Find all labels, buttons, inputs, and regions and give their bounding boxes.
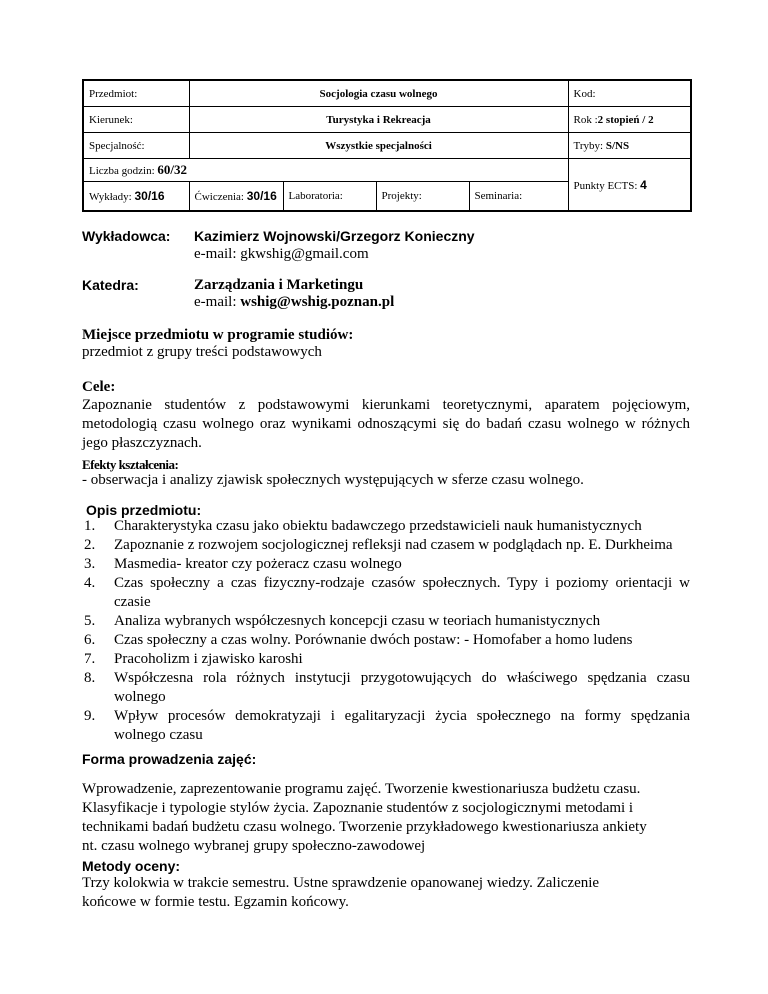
rok-cell <box>568 107 691 133</box>
forma-text <box>82 780 702 856</box>
opis-item <box>84 536 690 555</box>
ects-cell <box>568 159 691 212</box>
metody-line: końcowe w formie testu. Egzamin końcowy. <box>82 894 349 910</box>
ects-label: Punkty ECTS: <box>573 179 641 192</box>
seminaria-label: Seminaria: <box>469 182 568 212</box>
metody-text <box>82 874 702 912</box>
opis-item-num: 5. <box>84 613 96 629</box>
opis-item <box>84 650 690 669</box>
ects-value: 4 <box>640 177 647 192</box>
opis-item <box>84 574 690 612</box>
opis-item <box>84 517 690 536</box>
forma-line: technikami badań budżetu czasu wolnego. Tworzenie przykładowego kwestionariusza ankiety <box>82 819 647 835</box>
opis-item <box>84 555 690 574</box>
projekty-label: Projekty: <box>376 182 469 212</box>
wykladowca-label: Wykładowca: <box>82 228 171 244</box>
wyklady-cell <box>83 182 189 212</box>
kod-label: Kod: <box>568 80 691 107</box>
opis-item-num: 2. <box>84 537 96 553</box>
efekty-text: - obserwacja i analizy zjawisk społecznych występujących w sferze czasu wolnego. <box>82 472 584 488</box>
miejsce-title: Miejsce przedmiotu w programie studiów: <box>82 327 354 343</box>
wykladowca-name: Kazimierz Wojnowski/Grzegorz Konieczny <box>194 228 475 244</box>
opis-item <box>84 631 690 650</box>
katedra-email: wshig@wshig.poznan.pl <box>240 294 395 310</box>
forma-line: Klasyfikacje i typologie stylów życia. Zapoznanie studentów z socjologicznymi metodami i <box>82 800 634 816</box>
katedra-email-prefix: e-mail: <box>194 294 241 310</box>
opis-item-num: 8. <box>84 670 96 686</box>
efekty-title: Efekty kształcenia: <box>82 457 179 472</box>
cele-title: Cele: <box>82 379 116 395</box>
rok-value: 2 stopień / 2 <box>597 113 654 126</box>
opis-item-num: 9. <box>84 708 96 724</box>
przedmiot-label: Przedmiot: <box>83 80 189 107</box>
opis-list <box>84 517 690 745</box>
opis-item-text: Zapoznanie z rozwojem socjologicznej refleksji nad czasem w podglądach np. E. Durkheima <box>114 537 673 553</box>
opis-item-text: Czas społeczny a czas fizyczny-rodzaje czasów społecznych. Typy i poziomy orientacji w czasie <box>114 575 690 610</box>
wyklady-value: 30/16 <box>134 189 165 203</box>
tryby-cell <box>568 133 691 159</box>
metody-line: Trzy kolokwia w trakcie semestru. Ustne sprawdzenie opanowanej wiedzy. Zaliczenie <box>82 875 600 891</box>
opis-item-text: Masmedia- kreator czy pożeracz czasu wolnego <box>114 556 402 572</box>
opis-item-text: Czas społeczny a czas wolny. Porównanie dwóch postaw: - Homofaber a homo ludens <box>114 632 633 648</box>
forma-title: Forma prowadzenia zajęć: <box>82 751 257 767</box>
godziny-label: Liczba godzin: <box>89 165 158 177</box>
godziny-value: 60/32 <box>157 162 188 177</box>
opis-title: Opis przedmiotu: <box>86 502 202 518</box>
opis-item-num: 7. <box>84 651 96 667</box>
opis-item <box>84 669 690 707</box>
laboratoria-label: Laboratoria: <box>283 182 376 212</box>
wyklady-label: Wykłady: <box>89 191 135 203</box>
cwiczenia-label: Ćwiczenia: <box>194 191 247 203</box>
cele-text: Zapoznanie studentów z podstawowymi kierunkami teoretycznymi, aparatem pojęciowym, metodologią czasu wolnego oraz wynikami odnoszącymi się do badań czasu wolnego w różnych jego płaszczyznach. <box>82 397 690 451</box>
forma-line: nt. czasu wolnego wybranej grupy społeczno-zawodowej <box>82 838 426 854</box>
opis-item-text: Pracoholizm i zjawisko karoshi <box>114 651 303 667</box>
katedra-label: Katedra: <box>82 277 139 293</box>
forma-line: Wprowadzenie, zaprezentowanie programu zajęć. Tworzenie kwestionariusza budżetu czasu. <box>82 781 641 797</box>
opis-item-num: 6. <box>84 632 96 648</box>
opis-item-num: 1. <box>84 518 96 534</box>
opis-item-text: Współczesna rola różnych instytucji przygotowujących do właściwego spędzania czasu wolnego <box>114 670 690 705</box>
cwiczenia-cell <box>189 182 283 212</box>
opis-item <box>84 612 690 631</box>
przedmiot-value: Socjologia czasu wolnego <box>189 80 568 107</box>
opis-item-text: Wpływ procesów demokratyzaji i egalitaryzacji życia społecznego na formy spędzania wolnego czasu <box>114 708 690 743</box>
katedra-name: Zarządzania i Marketingu <box>194 277 364 293</box>
course-header-table <box>82 79 692 212</box>
katedra-email-line <box>194 294 394 311</box>
rok-label: Rok : <box>573 113 598 126</box>
godziny-cell <box>83 159 568 182</box>
tryby-label: Tryby: <box>573 139 606 152</box>
metody-title: Metody oceny: <box>82 858 181 874</box>
opis-item-text: Analiza wybranych współczesnych koncepcji czasu w teoriach humanistycznych <box>114 613 601 629</box>
specjalnosc-label: Specjalność: <box>83 133 189 159</box>
specjalnosc-value: Wszystkie specjalności <box>189 133 568 159</box>
opis-item-num: 4. <box>84 575 96 591</box>
wykladowca-email: e-mail: gkwshig@gmail.com <box>194 246 369 262</box>
kierunek-value: Turystyka i Rekreacja <box>189 107 568 133</box>
opis-item <box>84 707 690 745</box>
tryby-value: S/NS <box>605 139 630 152</box>
opis-item-text: Charakterystyka czasu jako obiektu badawczego przedstawicieli nauk humanistycznych <box>114 518 642 534</box>
opis-item-num: 3. <box>84 556 96 572</box>
miejsce-text: przedmiot z grupy treści podstawowych <box>82 344 322 360</box>
cwiczenia-value: 30/16 <box>246 189 277 203</box>
kierunek-label: Kierunek: <box>83 107 189 133</box>
